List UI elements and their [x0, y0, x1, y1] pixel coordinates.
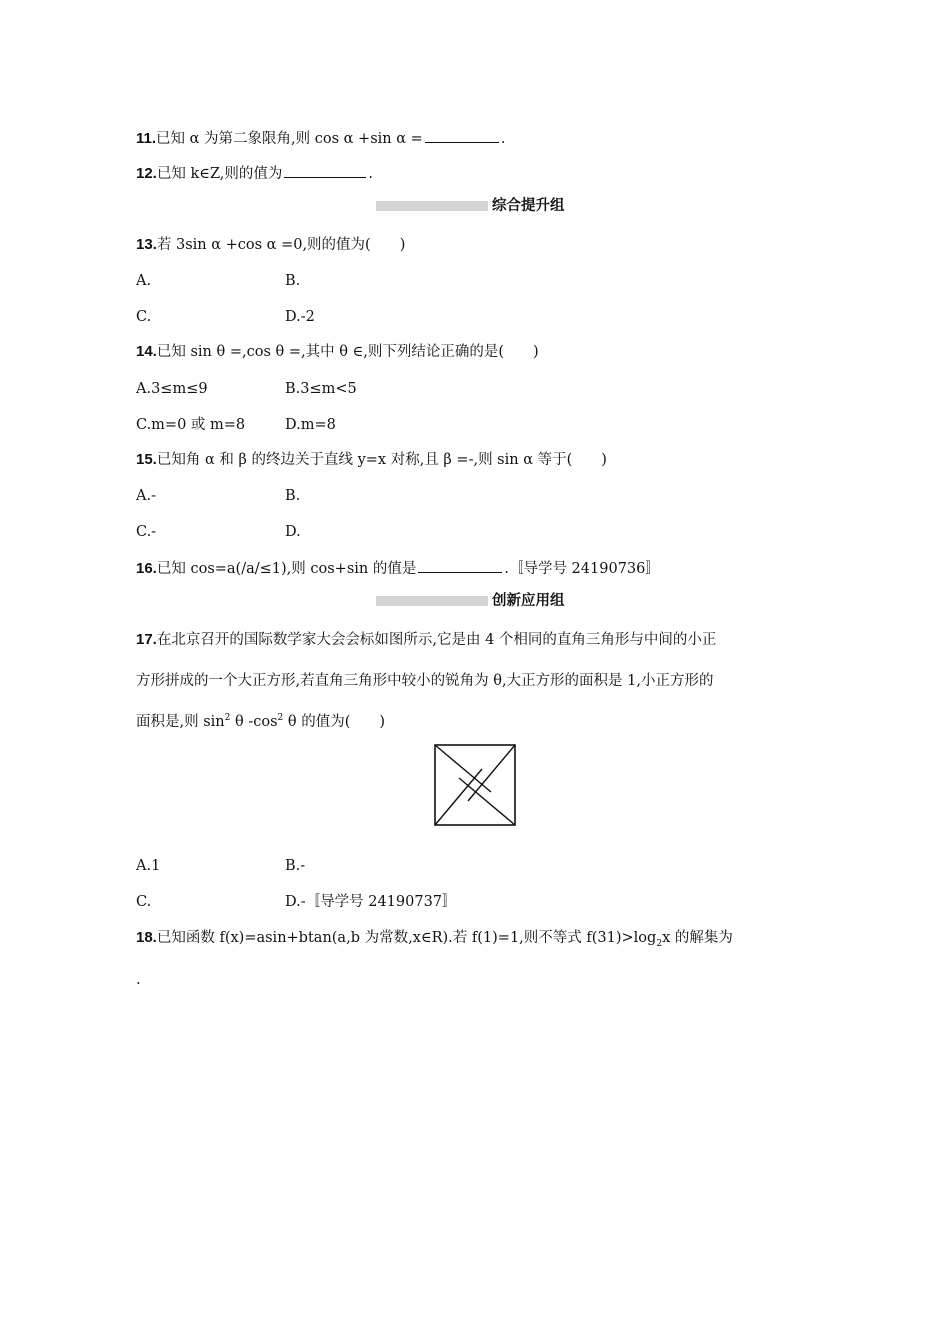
option-a[interactable]: A.3≤m≤9	[136, 381, 208, 397]
section-title: 综合提升组	[492, 198, 565, 214]
section-bar	[376, 201, 488, 211]
option-c[interactable]: C.	[136, 894, 152, 910]
option-c[interactable]: C.	[136, 309, 152, 325]
option-a[interactable]: A.	[136, 273, 152, 289]
section-title: 创新应用组	[492, 593, 565, 609]
question-tail: .〚导学号 24190736〛	[504, 561, 660, 577]
question-text: 面积是,则 sin	[136, 714, 225, 730]
question-text: x 的解集为	[662, 930, 733, 946]
question-number: 17.	[136, 631, 157, 648]
triangle-edge	[435, 745, 491, 792]
question-13	[136, 235, 405, 255]
square-diagram	[434, 744, 516, 826]
triangle-edge	[435, 769, 482, 825]
option-c[interactable]: C.-	[136, 524, 157, 540]
question-text: 已知 k∈Z,则的值为	[156, 166, 283, 182]
option-b[interactable]: B.	[285, 273, 301, 289]
question-text: 已知函数 f(x)=asin+btan(a,b 为常数,x∈R).若 f(1)=1,则不等式 f(31)>log	[156, 930, 657, 946]
question-text: 已知 sin θ =,cos θ =,其中 θ ∈,则下列结论正确的是( )	[156, 344, 539, 360]
option-b[interactable]: B.	[285, 488, 301, 504]
question-text: 若 3sin α +cos α =0,则的值为( )	[156, 237, 406, 253]
option-a[interactable]: A.1	[136, 858, 161, 874]
question-18-line-2: .	[136, 972, 141, 988]
triangle-edge	[459, 778, 515, 825]
question-tail: .	[500, 131, 506, 147]
question-17-line-3	[136, 712, 826, 732]
question-number: 18.	[136, 929, 157, 946]
question-number: 14.	[136, 343, 157, 360]
question-text: θ 的值为( )	[283, 714, 386, 730]
question-number: 16.	[136, 560, 157, 577]
question-text: 已知 α 为第二象限角,则 cos α +sin α =	[156, 131, 423, 147]
answer-blank[interactable]	[418, 558, 502, 573]
answer-blank[interactable]	[425, 128, 499, 143]
option-d[interactable]: D.	[285, 524, 301, 540]
question-17-line-2: 方形拼成的一个大正方形,若直角三角形中较小的锐角为 θ,大正方形的面积是 1,小正方形的	[136, 673, 714, 689]
option-c[interactable]: C.m=0 或 m=8	[136, 417, 246, 433]
option-d[interactable]: D.-2	[285, 309, 315, 325]
answer-blank[interactable]	[284, 163, 366, 178]
question-18	[136, 928, 826, 948]
question-11	[136, 128, 505, 149]
superscript: 2	[277, 713, 284, 724]
outer-square	[435, 745, 515, 825]
option-d[interactable]: D.m=8	[285, 417, 336, 433]
question-12	[136, 163, 373, 184]
option-b[interactable]: B.-	[285, 858, 306, 874]
question-text: 已知角 α 和 β 的终边关于直线 y=x 对称,且 β =-,则 sin α 等于( )	[156, 452, 607, 468]
option-d[interactable]: D.-〚导学号 24190737〛	[285, 894, 457, 910]
question-17-line-1	[136, 630, 826, 650]
question-tail: .	[368, 166, 374, 182]
question-number: 13.	[136, 236, 157, 253]
question-text: θ -cos	[230, 714, 278, 730]
triangle-edge	[468, 745, 515, 801]
question-number: 12.	[136, 165, 157, 182]
section-bar	[376, 596, 488, 606]
question-14	[136, 342, 539, 362]
question-text: 已知 cos=a(/a/≤1),则 cos+sin 的值是	[156, 561, 417, 577]
question-number: 11.	[136, 130, 157, 147]
question-number: 15.	[136, 451, 157, 468]
question-16	[136, 558, 660, 579]
option-b[interactable]: B.3≤m<5	[285, 381, 357, 397]
question-text: 在北京召开的国际数学家大会会标如图所示,它是由 4 个相同的直角三角形与中间的小正	[156, 632, 717, 648]
superscript: 2	[224, 713, 231, 724]
zhao-shuang-square-figure	[434, 744, 516, 830]
subscript: 2	[656, 938, 663, 949]
question-15	[136, 450, 607, 470]
option-a[interactable]: A.-	[136, 488, 156, 504]
